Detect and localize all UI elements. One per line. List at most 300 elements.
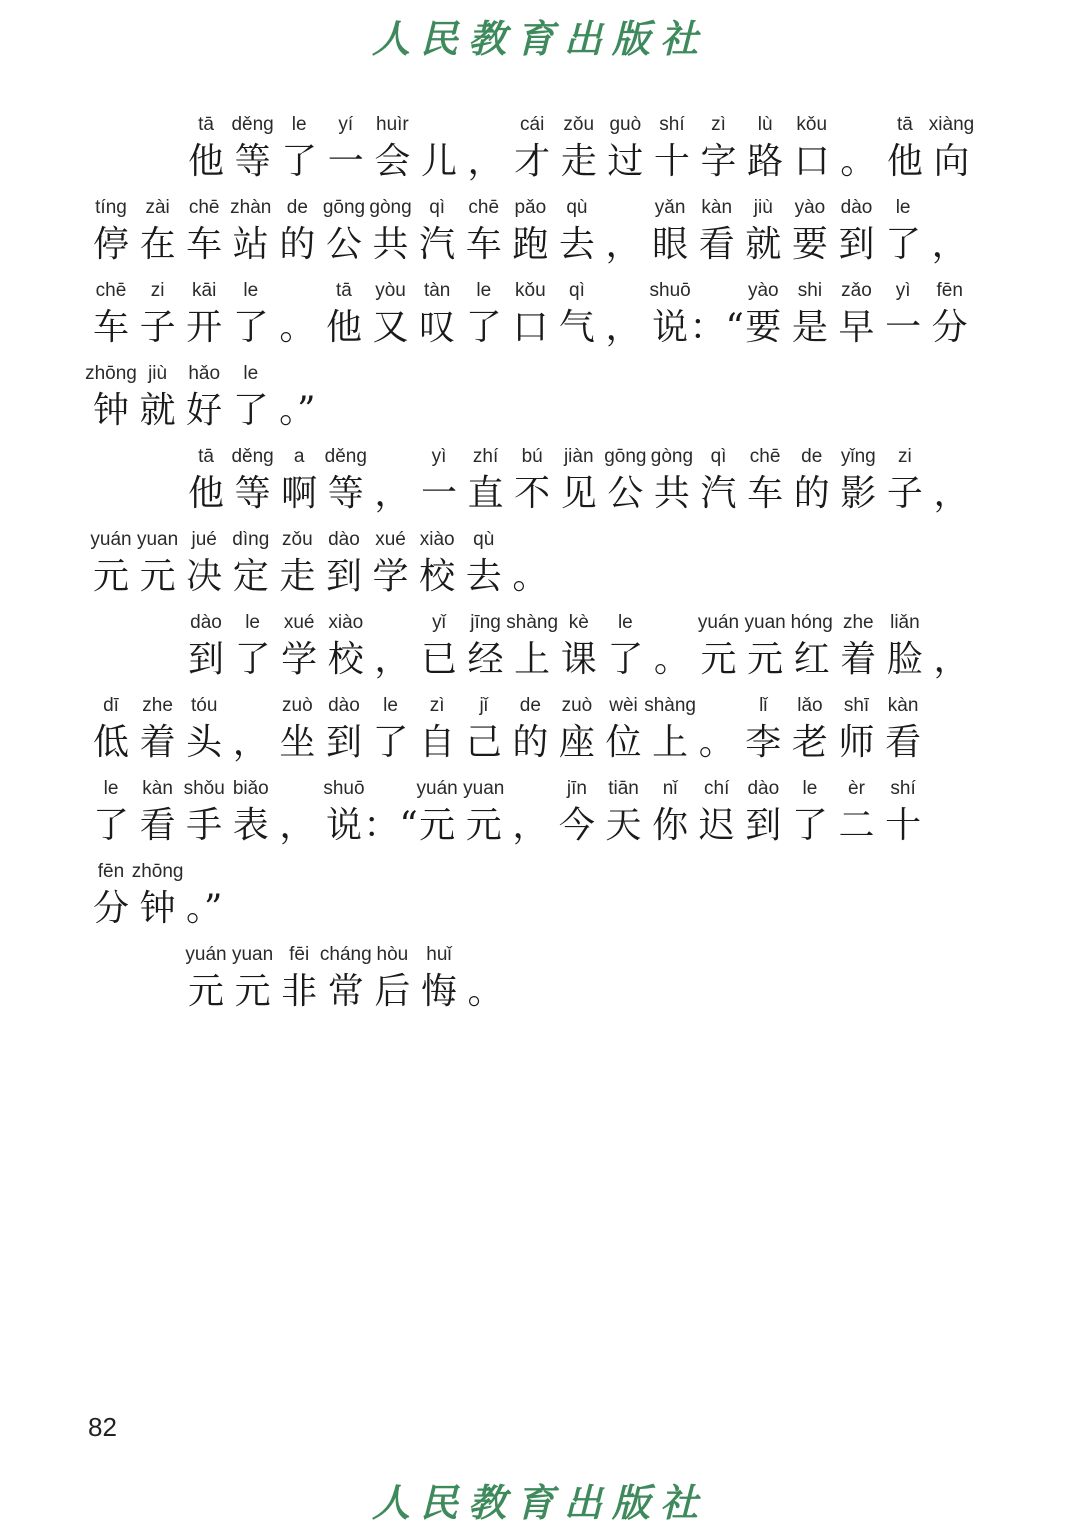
hanzi: ， [605,307,642,348]
hanzi-with-pinyin [274,693,320,769]
pinyin: tíng [95,197,127,218]
pinyin: yǐng [840,446,876,467]
publisher-watermark-bottom: 人民教育出版社 [371,1480,708,1525]
pinyin: le [383,695,398,716]
pinyin: liǎn [890,612,920,633]
hanzi-with-pinyin [85,361,137,437]
hanzi-with-pinyin [601,693,647,769]
hanzi: 经 [467,639,504,680]
pinyin: qù [473,529,495,550]
pinyin: xué [375,529,406,550]
hanzi-with-pinyin [787,195,833,271]
hanzi-with-pinyin [181,859,227,935]
hanzi: ， [467,141,504,182]
hanzi-with-pinyin [507,776,553,852]
hanzi-with-pinyin [602,112,648,188]
hanzi: 走 [560,141,597,182]
pinyin: shuō [323,778,365,799]
hanzi: 元 [139,556,176,597]
hanzi-with-pinyin [274,527,320,603]
hanzi-with-pinyin [787,776,833,852]
hanzi-with-pinyin [135,361,181,437]
hanzi-with-pinyin [461,776,507,852]
hanzi-with-pinyin [787,693,833,769]
hanzi: 不 [514,473,551,514]
hanzi-with-pinyin [694,776,740,852]
hanzi: 说 [325,805,362,846]
hanzi-with-pinyin [274,195,320,271]
hanzi: 汽 [419,224,456,265]
hanzi-with-pinyin [694,693,740,769]
hanzi: 看 [698,224,735,265]
hanzi-with-pinyin [321,776,367,852]
hanzi-with-pinyin [183,444,229,520]
hanzi: 天 [605,805,642,846]
pinyin: zhe [142,695,173,716]
hanzi: 气 [558,307,595,348]
hanzi: 等 [327,473,364,514]
pinyin: zǒu [282,529,313,550]
hanzi: 又 [372,307,409,348]
pinyin: zài [145,197,170,218]
pinyin: dào [190,612,222,633]
hanzi: 红 [793,639,830,680]
pinyin: gōng [604,446,647,467]
hanzi: 车 [747,473,784,514]
hanzi: 去 [558,224,595,265]
pinyin: dìng [232,529,270,550]
hanzi-with-pinyin [321,195,367,271]
pinyin: chē [95,280,127,301]
text-line [88,935,988,1018]
hanzi: 。 [512,556,549,597]
pinyin: zi [150,280,165,301]
pinyin: qì [569,280,585,301]
hanzi-with-pinyin [135,527,181,603]
hanzi: 啊 [281,473,318,514]
hanzi: ， [374,639,411,680]
pinyin: zhí [472,446,499,467]
hanzi-with-pinyin [181,693,227,769]
hanzi: 。 [279,307,316,348]
text-line [85,354,988,437]
hanzi: 了 [232,390,269,431]
pinyin: yǐ [432,612,446,633]
hanzi-with-pinyin [927,195,973,271]
hanzi-with-pinyin [363,776,418,852]
hanzi-with-pinyin [461,278,507,354]
hanzi-with-pinyin [228,527,274,603]
pinyin: le [895,197,911,218]
pinyin: yuán [697,612,740,633]
hanzi: 非 [281,971,318,1012]
hanzi: 等 [234,141,271,182]
hanzi-with-pinyin [834,776,880,852]
hanzi-with-pinyin [834,278,880,354]
hanzi: 后 [374,971,411,1012]
pinyin: zi [898,446,912,467]
hanzi: 自 [419,722,456,763]
pinyin: yǎn [654,197,686,218]
pinyin: cái [520,114,545,135]
hanzi: 了 [281,141,318,182]
hanzi: ， [512,805,549,846]
pinyin: shǒu [183,778,225,799]
hanzi-with-pinyin [507,527,553,603]
hanzi-with-pinyin [321,278,367,354]
hanzi: 的 [279,224,316,265]
hanzi: ， [279,805,316,846]
hanzi-with-pinyin [181,527,227,603]
hanzi-with-pinyin [696,610,742,686]
pinyin: yuán [185,944,227,965]
hanzi: 口 [793,141,830,182]
pinyin: zhōng [85,363,137,384]
hanzi-with-pinyin [554,693,600,769]
hanzi-with-pinyin [230,942,276,1018]
hanzi: 手 [186,805,223,846]
hanzi: 路 [747,141,784,182]
pinyin: shí [890,778,916,799]
hanzi-with-pinyin [228,361,274,437]
hanzi-with-pinyin [183,942,229,1018]
hanzi-with-pinyin [694,195,740,271]
hanzi: 校 [419,556,456,597]
pinyin: nǐ [662,778,678,799]
hanzi-with-pinyin [230,610,276,686]
hanzi: 开 [186,307,223,348]
hanzi: 。” [279,390,316,431]
pinyin: wèi [609,695,638,716]
pinyin: jiàn [563,446,594,467]
hanzi-with-pinyin [414,693,460,769]
hanzi-with-pinyin [228,776,274,852]
hanzi-with-pinyin [181,361,227,437]
pinyin: děng [324,446,367,467]
hanzi: 己 [465,722,502,763]
hanzi: ， [232,722,269,763]
hanzi-with-pinyin [274,278,320,354]
hanzi: 到 [325,722,362,763]
hanzi: 元 [747,639,784,680]
hanzi: 直 [467,473,504,514]
hanzi-with-pinyin [416,112,462,188]
hanzi: 共 [372,224,409,265]
hanzi-with-pinyin [416,444,462,520]
pinyin: kè [568,612,589,633]
hanzi: 。 [698,722,735,763]
pinyin: kàn [142,778,173,799]
hanzi: 跑 [512,224,549,265]
hanzi: 说 [652,307,689,348]
pinyin: gòng [650,446,694,467]
publisher-watermark-top: 人民教育出版社 [371,16,708,61]
hanzi: 了 [234,639,271,680]
hanzi-with-pinyin [463,942,509,1018]
pinyin: biǎo [232,778,269,799]
pinyin: a [293,446,305,467]
text-line [88,437,988,520]
pinyin: tā [896,114,913,135]
pinyin: fēi [289,944,310,965]
pinyin: le [476,280,492,301]
hanzi-with-pinyin [927,278,973,354]
hanzi: 到 [838,224,875,265]
pinyin: zì [429,695,445,716]
pinyin: yuan [463,778,505,799]
hanzi: 是 [791,307,828,348]
hanzi-with-pinyin [276,112,322,188]
hanzi-with-pinyin [416,942,462,1018]
hanzi-with-pinyin [369,112,415,188]
hanzi: ， [933,639,970,680]
pinyin: kàn [887,695,919,716]
hanzi-with-pinyin [228,693,274,769]
hanzi: ， [374,473,411,514]
pinyin: yuán [416,778,458,799]
hanzi: 钟 [92,390,129,431]
hanzi-with-pinyin [880,776,926,852]
hanzi: 。” [185,888,223,929]
pinyin: yào [794,197,826,218]
pinyin: gòng [369,197,412,218]
hanzi: 坐 [279,722,316,763]
pinyin: zuò [282,695,313,716]
hanzi-with-pinyin [740,693,786,769]
hanzi-with-pinyin [929,610,975,686]
text-line [88,603,988,686]
hanzi: 元 [465,805,502,846]
pinyin: zuò [561,695,593,716]
hanzi-with-pinyin [556,444,602,520]
pinyin: hòu [376,944,409,965]
hanzi: ：“ [689,307,744,348]
hanzi: 上 [514,639,551,680]
hanzi: 表 [232,805,269,846]
hanzi-with-pinyin [882,112,928,188]
pinyin: de [519,695,541,716]
pinyin: de [801,446,823,467]
hanzi-with-pinyin [228,278,274,354]
hanzi: 了 [372,722,409,763]
hanzi: 元 [234,971,271,1012]
hanzi: 在 [139,224,176,265]
hanzi: 学 [372,556,409,597]
hanzi-with-pinyin [276,444,322,520]
hanzi: 见 [560,473,597,514]
hanzi: 的 [793,473,830,514]
pinyin: bú [521,446,543,467]
pinyin: le [245,612,260,633]
pinyin: tā [198,114,214,135]
hanzi: 元 [700,639,737,680]
pinyin: yòu [375,280,406,301]
hanzi: 车 [465,224,502,265]
hanzi-with-pinyin [882,610,928,686]
hanzi-with-pinyin [368,527,414,603]
hanzi: 十 [885,805,922,846]
hanzi-with-pinyin [787,278,833,354]
hanzi-with-pinyin [742,444,788,520]
hanzi-with-pinyin [742,112,788,188]
hanzi-with-pinyin [789,610,835,686]
hanzi-with-pinyin [461,527,507,603]
pinyin: dī [103,695,119,716]
hanzi-with-pinyin [556,610,602,686]
hanzi: 课 [560,639,597,680]
hanzi: 公 [325,224,362,265]
pinyin: shí [659,114,685,135]
hanzi-with-pinyin [835,610,881,686]
text-line [88,188,988,271]
hanzi: 学 [281,639,318,680]
hanzi-with-pinyin [463,610,509,686]
hanzi-with-pinyin [740,278,786,354]
hanzi-with-pinyin [274,776,320,852]
hanzi: 二 [838,805,875,846]
hanzi: 迟 [698,805,735,846]
hanzi: 过 [607,141,644,182]
hanzi-with-pinyin [319,942,372,1018]
hanzi-with-pinyin [696,112,742,188]
hanzi-with-pinyin [834,693,880,769]
hanzi: 等 [234,473,271,514]
hanzi: 着 [139,722,176,763]
pinyin: shi [797,280,823,301]
hanzi-with-pinyin [181,776,227,852]
hanzi-with-pinyin [647,776,693,852]
text-line [88,520,988,603]
pinyin: qì [710,446,727,467]
hanzi-with-pinyin [230,444,276,520]
hanzi: 老 [791,722,828,763]
hanzi: 眼 [652,224,689,265]
pinyin: de [286,197,308,218]
hanzi-with-pinyin [649,610,695,686]
hanzi-with-pinyin [135,195,181,271]
hanzi: 一 [885,307,922,348]
hanzi-with-pinyin [369,444,415,520]
hanzi-with-pinyin [689,278,744,354]
hanzi-with-pinyin [507,278,553,354]
hanzi: 上 [652,722,689,763]
hanzi: 他 [886,141,923,182]
pinyin: huǐ [426,944,452,965]
hanzi: 悔 [420,971,457,1012]
hanzi: 位 [605,722,642,763]
pinyin: tóu [190,695,218,716]
hanzi-with-pinyin [509,444,555,520]
hanzi-with-pinyin [181,278,227,354]
pinyin: jǐ [479,695,488,716]
hanzi-with-pinyin [461,693,507,769]
pinyin: gōng [322,197,366,218]
hanzi: 已 [420,639,457,680]
hanzi: 着 [840,639,877,680]
hanzi-with-pinyin [323,444,369,520]
pinyin: chí [704,778,730,799]
hanzi-with-pinyin [463,444,509,520]
pinyin: děng [231,446,274,467]
hanzi: 儿 [420,141,457,182]
pinyin: děng [231,114,274,135]
hanzi-with-pinyin [882,444,928,520]
pinyin: jiù [753,197,773,218]
hanzi-with-pinyin [135,776,181,852]
hanzi-with-pinyin [740,776,786,852]
hanzi: 头 [186,722,223,763]
hanzi: 公 [607,473,644,514]
pinyin: guò [609,114,642,135]
text-line [88,271,988,354]
hanzi-with-pinyin [601,195,647,271]
pinyin: le [617,612,633,633]
hanzi-with-pinyin [789,112,835,188]
hanzi-with-pinyin [368,278,414,354]
pinyin: le [243,280,259,301]
hanzi-with-pinyin [554,776,600,852]
hanzi-with-pinyin [88,278,134,354]
hanzi-with-pinyin [88,527,134,603]
hanzi: 向 [933,141,970,182]
hanzi-with-pinyin [556,112,602,188]
pinyin: jīn [566,778,587,799]
hanzi: 走 [279,556,316,597]
hanzi-with-pinyin [509,112,555,188]
pinyin: yì [431,446,447,467]
hanzi-with-pinyin [644,693,697,769]
hanzi-with-pinyin [131,859,184,935]
pinyin: kǒu [796,114,828,135]
hanzi-with-pinyin [602,444,648,520]
hanzi: 一 [327,141,364,182]
pinyin: yì [895,280,911,301]
pinyin: xué [283,612,315,633]
hanzi: 看 [139,805,176,846]
pinyin: xiào [328,612,364,633]
hanzi: 今 [558,805,595,846]
hanzi-with-pinyin [880,278,926,354]
pinyin: tā [198,446,214,467]
hanzi: 脸 [886,639,923,680]
hanzi: 看 [885,722,922,763]
pinyin: dào [747,778,780,799]
hanzi-with-pinyin [740,195,786,271]
pinyin: kǒu [515,280,546,301]
hanzi: 停 [92,224,129,265]
hanzi: 要 [745,307,782,348]
pinyin: shàng [506,612,559,633]
pinyin: jiù [148,363,168,384]
hanzi: 站 [232,224,269,265]
pinyin: zǒu [563,114,595,135]
hanzi: 常 [327,971,364,1012]
hanzi: 早 [838,307,875,348]
hanzi: ， [931,224,968,265]
hanzi: 定 [232,556,269,597]
hanzi-with-pinyin [369,610,415,686]
hanzi: 他 [187,141,224,182]
pinyin: zǎo [841,280,872,301]
hanzi: 车 [186,224,223,265]
hanzi-with-pinyin [929,112,975,188]
hanzi: 元 [92,556,129,597]
hanzi: 好 [186,390,223,431]
hanzi-with-pinyin [88,859,134,935]
pinyin: shàng [644,695,697,716]
hanzi: 了 [232,307,269,348]
hanzi-with-pinyin [506,610,559,686]
